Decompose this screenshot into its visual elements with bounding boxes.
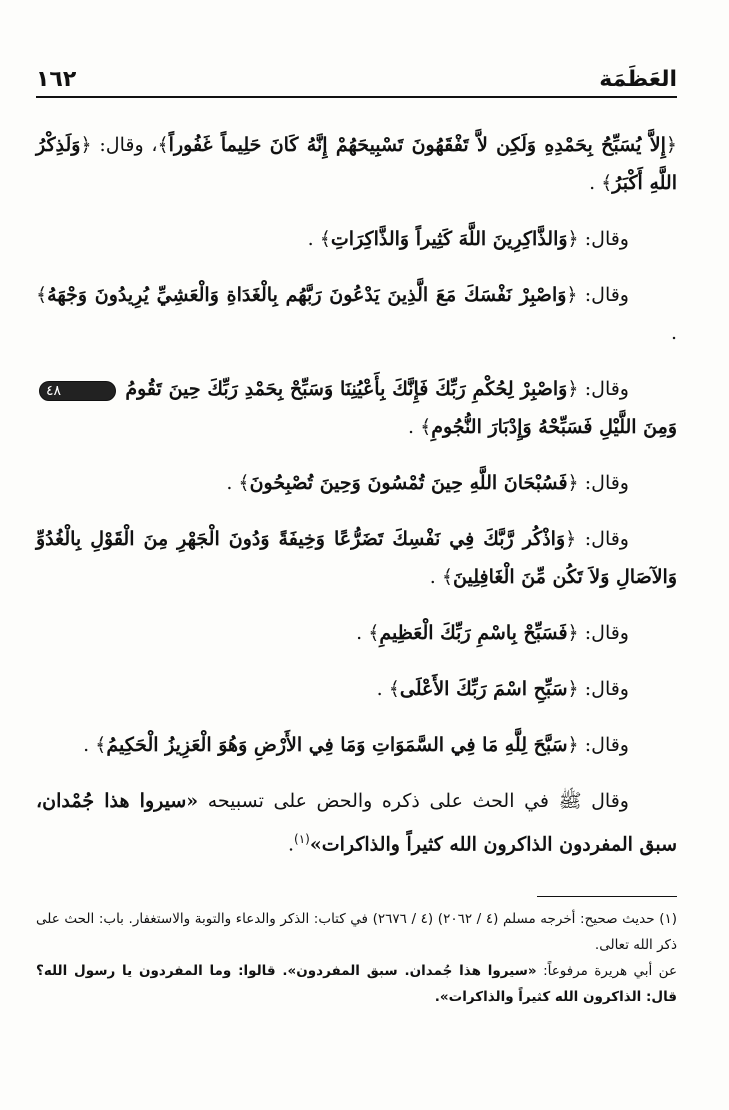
lead-text: وقال: bbox=[584, 378, 629, 400]
paragraph-7: وقال: ﴿فَسَبِّحْ بِاسْمِ رَبِّكَ الْعَظِيمِ﴾ . bbox=[356, 622, 629, 644]
paragraph-3: وقال: ﴿وَاصْبِرْ نَفْسَكَ مَعَ الَّذِينَ يَدْعُونَ رَبَّهُم بِالْغَدَاةِ وَالْعَشِيِّ يُرِيدُونَ وَجْهَهُ﴾ . bbox=[36, 284, 677, 344]
punctuation: . bbox=[670, 322, 677, 344]
paragraph-8: وقال: ﴿سَبِّحِ اسْمَ رَبِّكَ الأَعْلَى﴾ . bbox=[376, 678, 629, 700]
page-header bbox=[36, 58, 677, 98]
quran-verse: وَلَذِكْرُ اللَّهِ أَكْبَرُ bbox=[36, 134, 677, 194]
punctuation: . bbox=[307, 228, 314, 250]
hadith-quote: «سيروا هذا جُمْدان، سبق المفردون الذاكرون الله كثيراً والذاكرات» bbox=[36, 790, 677, 856]
footnote-separator bbox=[537, 896, 677, 897]
lead-text: وقال: bbox=[584, 678, 629, 700]
punctuation: . bbox=[83, 734, 90, 756]
lead-text: وقال: bbox=[584, 622, 629, 644]
quran-verse: وَاذْكُر رَّبَّكَ فِي نَفْسِكَ تَضَرُّعًا وَخِيفَةً وَدُونَ الْجَهْرِ مِنَ الْقَوْلِ بِالْغُدُوِّ وَالآصَالِ وَلاَ تَكُن مِّنَ الْغَافِلِينَ bbox=[36, 528, 677, 588]
lead-text: وقال: bbox=[584, 284, 629, 306]
running-title: العَظَمَة bbox=[599, 67, 677, 92]
lead-text: وقال: bbox=[584, 528, 629, 550]
paragraph-4: وقال: ﴿وَاصْبِرْ لِحُكْمِ رَبِّكَ فَإِنَّكَ بِأَعْيُنِنَا وَسَبِّحْ بِحَمْدِ رَبِّكَ حِينَ تَقُومُ ٤٨ وَمِنَ اللَّيْلِ فَسَبِّحْهُ وَإِدْبَارَ النُّجُومِ﴾ . bbox=[36, 370, 677, 446]
punctuation: . bbox=[589, 172, 596, 194]
lead-text: وقال: bbox=[584, 472, 629, 494]
paragraph-5: وقال: ﴿فَسُبْحَانَ اللَّهِ حِينَ تُمْسُونَ وَحِينَ تُصْبِحُونَ﴾ . bbox=[226, 472, 629, 494]
quran-verse: وَمِنَ اللَّيْلِ فَسَبِّحْهُ وَإِدْبَارَ النُّجُومِ bbox=[431, 416, 677, 438]
punctuation: . bbox=[429, 566, 436, 588]
footnote-1: (١) حديث صحيح: أخرجه مسلم (٤ / ٢٠٦٢) (٤ / ٢٦٧٦) في كتاب: الذكر والدعاء والتوبة والاستغفار. باب: الحث على ذكر الله تعالى. bbox=[36, 911, 678, 953]
punctuation: . bbox=[226, 472, 233, 494]
punctuation: . bbox=[287, 833, 294, 856]
lead-text: وقال: bbox=[584, 734, 629, 756]
footnote-marker: (١) bbox=[294, 832, 310, 846]
quran-verse: إِلاَّ يُسَبِّحُ بِحَمْدِهِ وَلَكِن لاَّ تَفْقَهُونَ تَسْبِيحَهُمْ إِنَّهُ كَانَ حَلِيماً غَفُوراً bbox=[168, 134, 666, 156]
quran-verse: فَسُبْحَانَ اللَّهِ حِينَ تُمْسُونَ وَحِينَ تُصْبِحُونَ bbox=[249, 472, 568, 494]
paragraph-6: وقال: ﴿وَاذْكُر رَّبَّكَ فِي نَفْسِكَ تَضَرُّعًا وَخِيفَةً وَدُونَ الْجَهْرِ مِنَ الْقَوْلِ بِالْغُدُوِّ وَالآصَالِ وَلاَ تَكُن مِّنَ الْغَافِلِينَ﴾ . bbox=[36, 528, 677, 588]
main-text bbox=[36, 126, 677, 881]
quran-verse: وَاصْبِرْ نَفْسَكَ مَعَ الَّذِينَ يَدْعُونَ رَبَّهُم بِالْغَدَاةِ وَالْعَشِيِّ يُرِيدُونَ وَجْهَهُ bbox=[47, 284, 567, 306]
quran-verse: وَالذَّاكِرِينَ اللَّهَ كَثِيراً وَالذَّاكِرَاتِ bbox=[330, 228, 568, 250]
footnote-text: عن أبي هريرة مرفوعاً: bbox=[543, 963, 678, 979]
paragraph-10 bbox=[36, 782, 677, 863]
quran-verse: سَبَّحَ لِلَّهِ مَا فِي السَّمَوَاتِ وَمَا فِي الأَرْضِ وَهُوَ الْعَزِيزُ الْحَكِيمُ bbox=[106, 734, 568, 756]
punctuation: . bbox=[376, 678, 383, 700]
paragraph-1: ﴿إِلاَّ يُسَبِّحُ بِحَمْدِهِ وَلَكِن لاَّ تَفْقَهُونَ تَسْبِيحَهُمْ إِنَّهُ كَانَ حَلِيماً غَفُوراً﴾، وقال: ﴿وَلَذِكْرُ اللَّهِ أَكْبَرُ﴾ . bbox=[36, 134, 678, 194]
quran-verse: سَبِّحِ اسْمَ رَبِّكَ الأَعْلَى bbox=[399, 678, 568, 700]
punctuation: . bbox=[356, 622, 363, 644]
page-number: ١٦٢ bbox=[36, 67, 77, 92]
footnote-1-continued bbox=[36, 958, 677, 1010]
connector-text: ، وقال: bbox=[99, 134, 158, 156]
quran-verse: وَاصْبِرْ لِحُكْمِ رَبِّكَ فَإِنَّكَ بِأَعْيُنِنَا وَسَبِّحْ بِحَمْدِ رَبِّكَ حِينَ تَقُومُ bbox=[125, 378, 568, 400]
footnotes bbox=[36, 906, 677, 1010]
lead-text: وقال: bbox=[584, 228, 629, 250]
paragraph-2: وقال: ﴿وَالذَّاكِرِينَ اللَّهَ كَثِيراً وَالذَّاكِرَاتِ﴾ . bbox=[307, 228, 629, 250]
footnote-hadith: «سيروا هذا جُمدان. سبق المفردون». قالوا: وما المفردون يا رسول الله؟ قال: الذاكرون الله كثيراً والذاكرات». bbox=[36, 963, 677, 1005]
punctuation: . bbox=[407, 416, 415, 438]
paragraph-9: وقال: ﴿سَبَّحَ لِلَّهِ مَا فِي السَّمَوَاتِ وَمَا فِي الأَرْضِ وَهُوَ الْعَزِيزُ الْحَكِيمُ﴾ . bbox=[83, 734, 629, 756]
lead-text: وقال ﷺ في الحث على ذكره والحض على تسبيحه bbox=[207, 790, 629, 812]
quran-verse: فَسَبِّحْ بِاسْمِ رَبِّكَ الْعَظِيمِ bbox=[379, 622, 568, 644]
ayah-number-badge: ٤٨ bbox=[39, 381, 116, 401]
